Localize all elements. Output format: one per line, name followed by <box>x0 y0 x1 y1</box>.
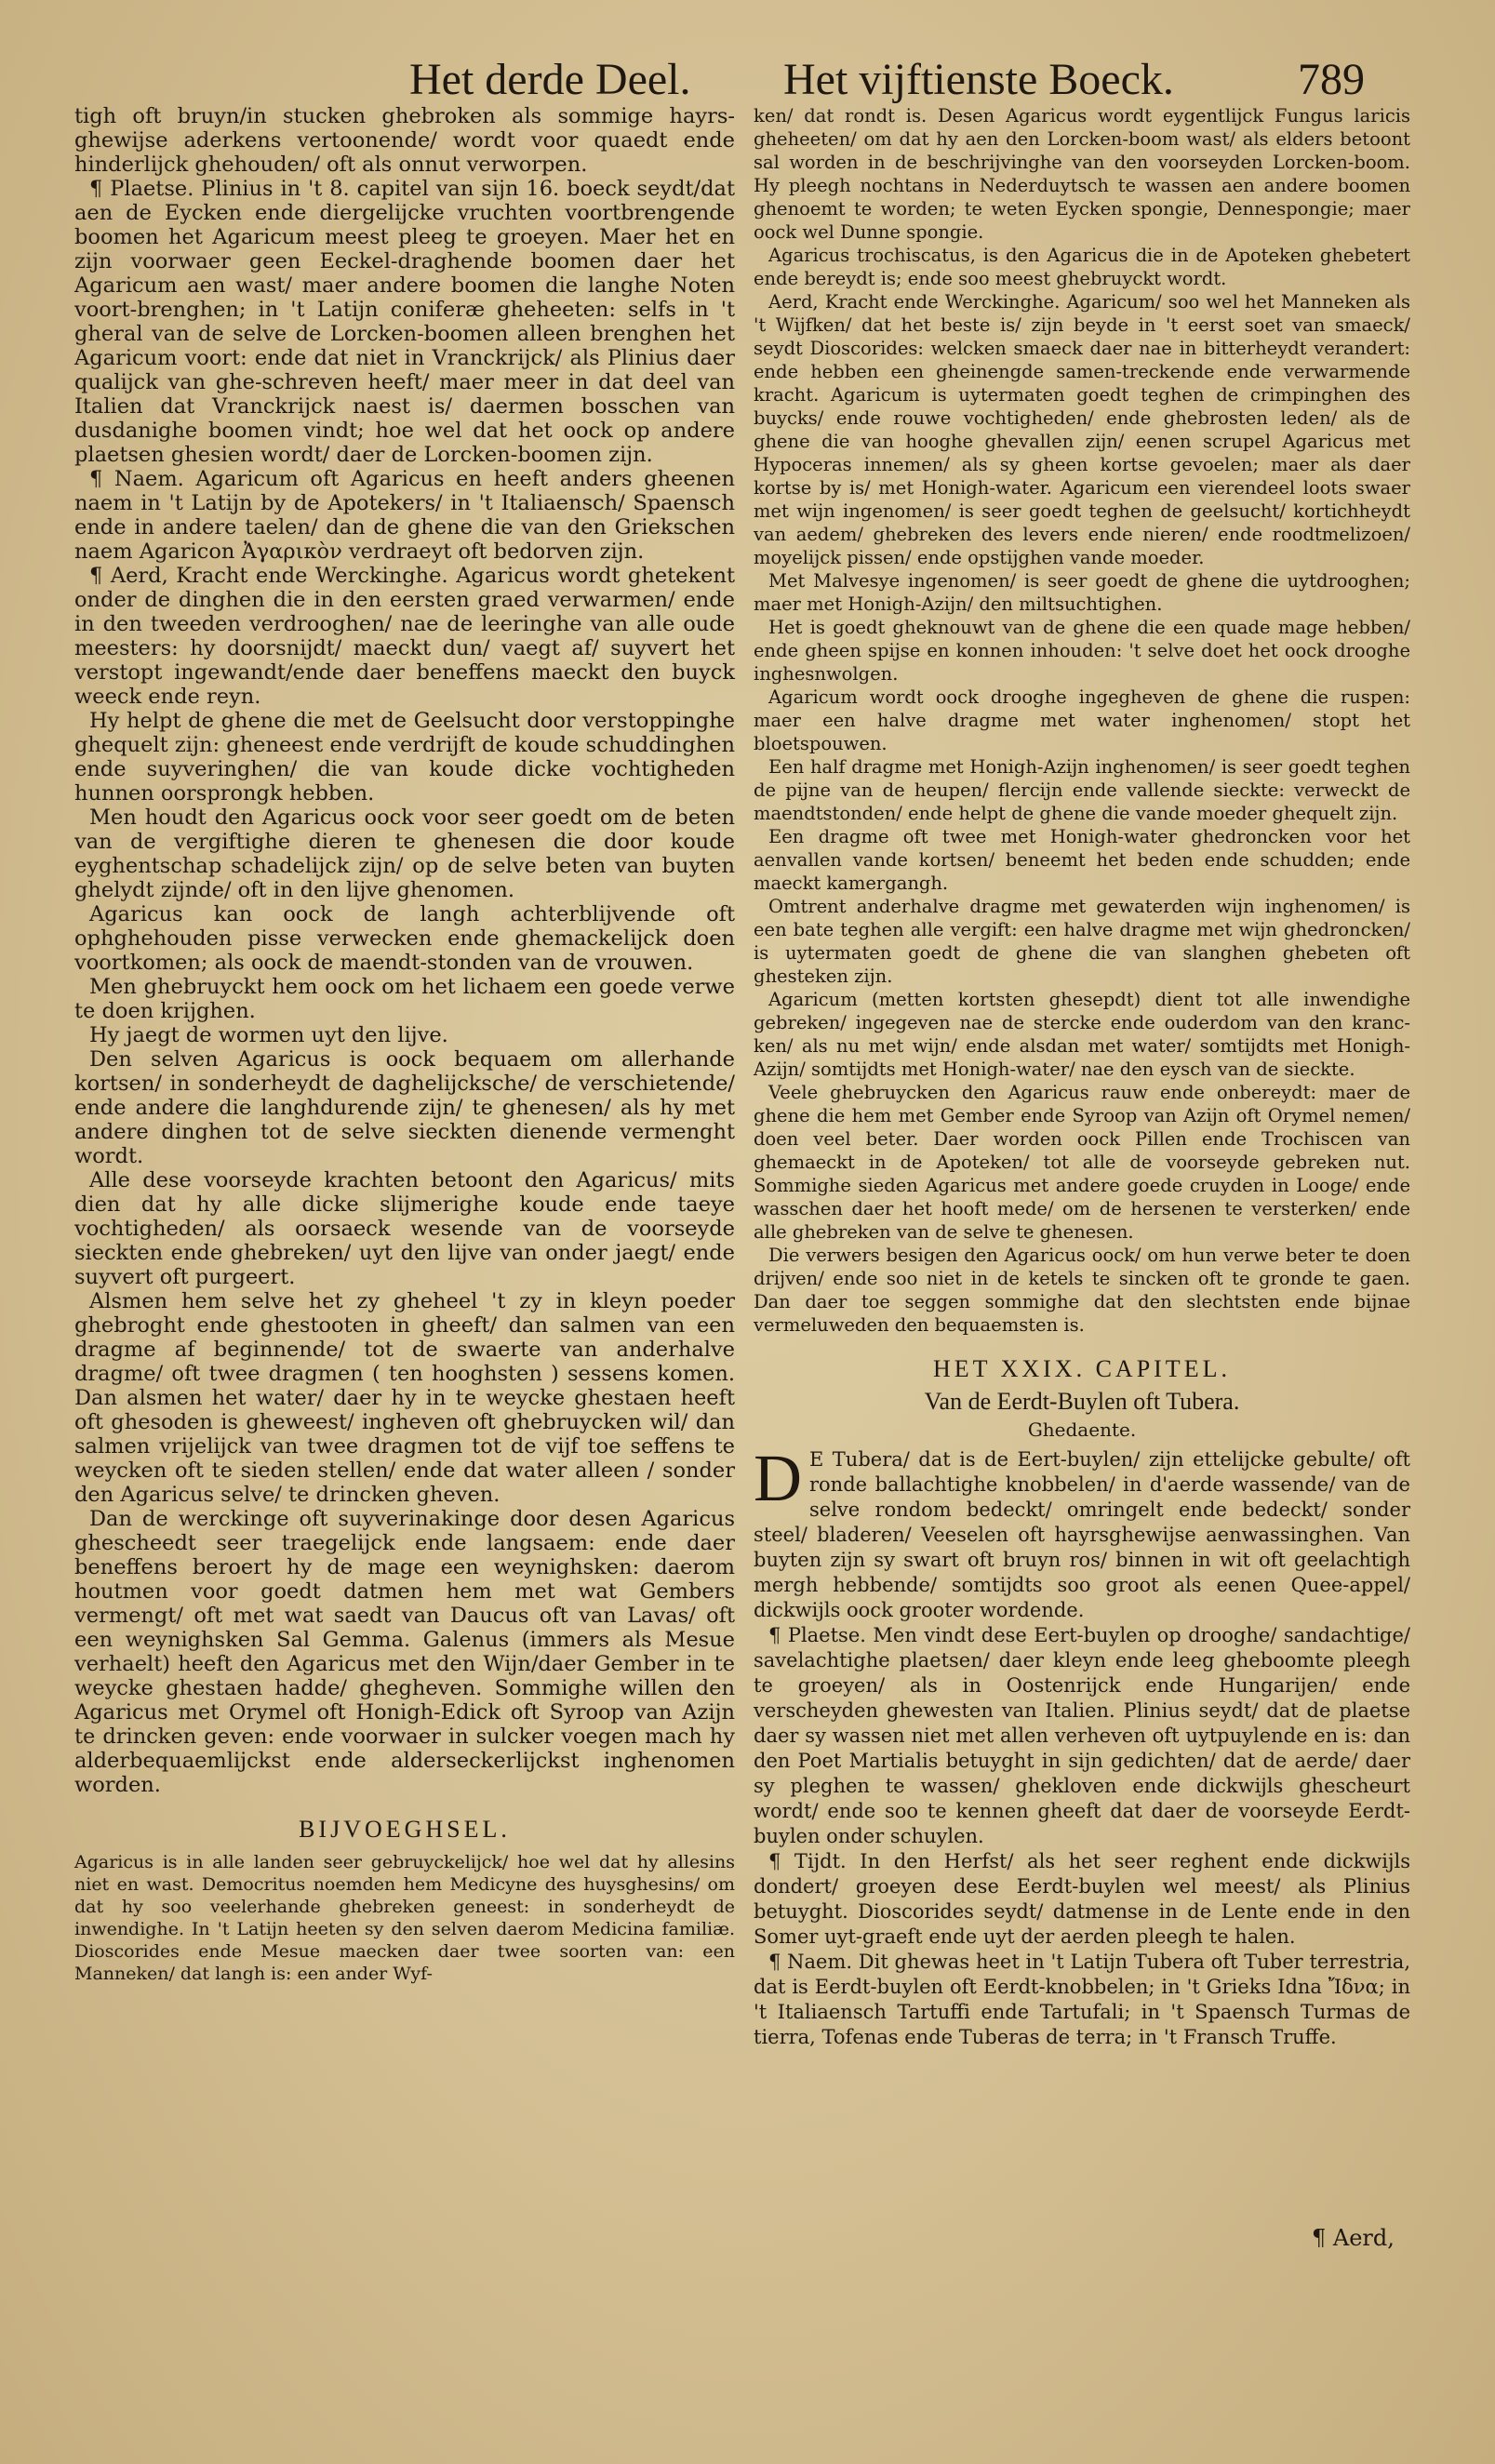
paragraph: Men houdt den Agaricus oock voor seer goedt om de beten van de vergiftighe dieren te ghenesen die door koude eyghentschap schadelijck zijn/ op de selve beten van buyten ghelydt zijnde/ oft in den lijve ghenomen. <box>74 806 735 902</box>
paragraph: Agaricus is in alle landen seer gebruyckelijck/ hoe wel dat hy allesins niet en wast. Democritus noemden hem Medicyne des huysghesins/ om dat hy soo veelerhande ghebreken geneest: in sonderheydt de inwendighe. In 't Latijn heeten sy den selven daerom Medicina familiæ. Dioscorides ende Mesue maecken daer twee soorten van: een Manneken/ dat langh is: een ander Wyf- <box>74 1852 735 1984</box>
paragraph: ¶ Aerd, Kracht ende Werckinghe. Agaricus wordt ghetekent onder de dinghen die in den eersten graed verwarmen/ ende in den tweeden verdrooghen/ nae de leeringhe van alle oude meesters: hy doorsnijdt/ maeckt dun/ vaegt af/ suyvert het verstopt ingewandt/ende daer beneffens maeckt den buyck weeck ende reyn. <box>74 564 735 709</box>
catchword: ¶ Aerd, <box>1312 2225 1395 2251</box>
right-column <box>754 104 1410 2050</box>
book-title: Het vijftienste Boeck. <box>783 55 1174 104</box>
paragraph <box>754 1441 1410 1623</box>
paragraph: ¶ Plaetse. Plinius in 't 8. capitel van sijn 16. boeck seydt/dat aen de Eycken ende diergelijcke vruchten voortbrengende boomen het Agaricum meest pleeg te groeyen. Maer het en zijn voorwaer geen Eeckel-draghende boomen daer het Agaricum aen wast/ maer andere boomen die langhe Noten voort-brenghen; in 't Latijn coniferæ gheheeten: selfs in 't gheral van de selve de Lorcken-boomen alleen brenghen het Agaricum voort: ende dat niet in Vranckrijck/ als Plinius daer qualijck van ghe-schreven heeft/ maer meer in dat deel van Italien dat Vranckrijck naest is/ daermen bosschen van dusdanighe boomen vindt; hoe wel dat het oock op andere plaetsen ghesien wordt/ daer de Lorcken-boomen zijn. <box>74 177 735 467</box>
paragraph: Een dragme oft twee met Honigh-water ghedroncken voor het aenvallen vande kortsen/ beneemt het beden ende schudden; ende maeckt kamergangh. <box>754 826 1410 894</box>
section-heading: BIJVOEGHSEL. <box>299 1816 511 1843</box>
paragraph: Hy jaegt de wormen uyt den lijve. <box>89 1023 448 1047</box>
paragraph: Den selven Agaricus is oock bequaem om allerhande kortsen/ in sonderheydt de daghelijcksche/ de verschietende/ ende andere die langhdurende zijn/ te ghenesen/ als hy met andere dinghen tot de selve sieckten dienende vermenght wordt. <box>74 1047 735 1168</box>
paragraph: Aerd, Kracht ende Werckinghe. Agaricum/ soo wel het Manneken als 't Wijfken/ dat het beste is/ zijn beyde in 't eerst soet van smaeck/ seydt Dioscorides: welcken smaeck daer nae in bitterheydt verandert: ende hebben een gheinengde samen-treckende ende verwarmende kracht. Agaricum is uytermaten goedt teghen de crimpinghen des buycks/ ende rouwe vochtigheden/ ende ghebrosten leden/ als de ghene die van hooghe ghevallen zijn/ eenen scrupel Agaricus met Hypoceras innemen/ als sy gheen kortse gevoelen; maer als daer kortse by is/ met Honigh-water. Agaricum een vierendeel loots swaer met wijn ingenomen/ is seer goedt teghen de geelsucht/ kortichheydt van aedem/ ghebreken des levers ende nieren/ ende roodtmelizoen/ moyelijck pissen/ ende opstijghen vande moeder. <box>754 291 1410 568</box>
chapter-heading: HET XXIX. CAPITEL. <box>933 1355 1231 1382</box>
part-title: Het derde Deel. <box>409 55 691 104</box>
paragraph-text: E Tubera/ dat is de Eert-buylen/ zijn ettelijcke gebulte/ oft ronde ballachtighe knobbelen/ in d'aerde wassende/ van de selve rondom bedeckt/ omringelt ende bedeckt/ sonder steel/ bladeren/ Veeselen oft hayrsghewijse aenwassinghen. Van buyten zijn sy swart oft bruyn ros/ binnen in wit oft geelachtigh mergh hebbende/ somtijdts soo groot als eenen Quee-appel/ dickwijls oock grooter wordende. <box>754 1448 1410 1621</box>
paragraph: Dan de werckinge oft suyverinakinge door desen Agaricus ghescheedt seer traegelijck ende langsaem: ende daer beneffens beroert hy de mage een weynighsken: daerom houtmen voor goedt datmen hem met wat Gembers vermengt/ oft met wat saedt van Daucus oft van Lavas/ oft een weynighsken Sal Gemma. Galenus (immers als Mesue verhaelt) heeft den Agaricus met den Wijn/daer Gember in te weycke ghestaen hadde/ ghegheven. Sommighe willen den Agaricus met Orymel oft Honigh-Edick oft Syroop van Azijn te drincken geven: ende voorwaer in sulcker voegen mach hy alderbequaemlijckst ende alderseckerlijckst inghenomen worden. <box>74 1507 735 1797</box>
section-subheading: Ghedaente. <box>1027 1418 1137 1441</box>
paragraph: Met Malvesye ingenomen/ is seer goedt de ghene die uytdrooghen; maer met Honigh-Azijn/ den miltsuchtighen. <box>754 570 1410 615</box>
paragraph: Omtrent anderhalve dragme met gewaterden wijn inghenomen/ is een bate teghen alle vergift: een halve dragme met wijn ghedroncken/ is uytermaten goedt de ghene die van slanghen ghebeten oft ghesteken zijn. <box>754 896 1410 987</box>
paragraph: Agaricus kan oock de langh achterblijvende oft ophghehouden pisse verwecken ende ghemackelijck doen voortkomen; als oock de maendt-stonden van de vrouwen. <box>74 902 735 975</box>
paragraph: Veele ghebruycken den Agaricus rauw ende onbereydt: maer de ghene die hem met Gember ende Syroop van Azijn oft Orymel nemen/ doen veel beter. Daer worden oock Pillen ende Trochiscen van ghemaeckt in de Apoteken/ tot alle de voorseyde gebreken nut. Sommighe sieden Agaricus met andere goede cruyden in Looge/ ende wasschen daer het hooft mede/ om de hersenen te versterken/ ende alle ghebreken van de selve te ghenesen. <box>754 1082 1410 1243</box>
paragraph: tigh oft bruyn/in stucken ghebroken als sommige hayrs-ghewijse aderkens vertoonende/ wordt voor quaedt ende hinderlijck ghehouden/ oft als onnut verworpen. <box>74 104 735 177</box>
paragraph: Een half dragme met Honigh-Azijn inghenomen/ is seer goedt teghen de pijne van de heupen/ flercijn ende vallende sieckte: verweckt de maendtstonden/ ende helpt de ghene die vande moeder ghequelt zijn. <box>754 756 1410 824</box>
paragraph: Agaricus trochiscatus, is den Agaricus die in de Apoteken ghebetert ende bereydt is; ende soo meest ghebruyckt wordt. <box>754 245 1410 289</box>
paragraph: Agaricum (metten kortsten ghesepdt) dient tot alle inwendighe gebreken/ ingegeven nae de stercke ende ouderdom van den kranc-ken/ als nu met wijn/ ende alsdan met water/ somtijdts met Honigh-Azijn/ somtijdts met Honigh-water/ nae den eysch van de sieckte. <box>754 989 1410 1080</box>
paragraph: Die verwers besigen den Agaricus oock/ om hun verwe beter te doen drijven/ ende soo niet in de ketels te sincken oft te gronde te gaen. Dan daer toe seggen sommighe dat den slechtsten ende bijnae vermeluweden den bequaemsten is. <box>754 1245 1410 1336</box>
paragraph: Alle dese voorseyde krachten betoont den Agaricus/ mits dien dat hy alle dicke slijmerighe koude ende taeye vochtigheden/ als oorsaeck wesende van de voorseyde sieckten ende ghebreken/ uyt den lijve van onder jaegt/ ende suyvert oft purgeert. <box>74 1168 735 1289</box>
paragraph: Agaricum wordt oock drooghe ingegheven de ghene die ruspen: maer een halve dragme met water inghenomen/ stopt het bloetspouwen. <box>754 686 1410 754</box>
paragraph: ¶ Naem. Agaricum oft Agaricus en heeft anders gheenen naem in 't Latijn by de Apotekers/ in 't Italiaensch/ Spaensch ende in andere taelen/ dan de ghene die van den Griekschen naem Agaricon Ἀγαρικὸν verdraeyt oft bedorven zijn. <box>74 467 735 564</box>
drop-cap: D <box>754 1441 802 1515</box>
paragraph: Men ghebruyckt hem oock om het lichaem een goede verwe te doen krijghen. <box>74 975 735 1023</box>
left-column <box>74 104 735 1985</box>
chapter-title: Van de Eerdt-Buylen oft Tubera. <box>924 1388 1240 1415</box>
paragraph: Het is goedt gheknouwt van de ghene die een quade mage hebben/ ende gheen spijse en konnen inhouden: 't selve doet het oock drooghe inghesnwolgen. <box>754 617 1410 685</box>
page-number: 789 <box>1298 55 1365 104</box>
running-head <box>0 37 1495 112</box>
paragraph: ¶ Plaetse. Men vindt dese Eert-buylen op drooghe/ sandachtige/ savelachtighe plaetsen/ daer kleyn ende leeg gheboomte pleegh te groeyen/ als in Oostenrijck ende Hungarijen/ ende verscheyden ghewesten van Italien. Plinius seydt/ dat de plaetse daer sy wassen niet met allen verheven oft uytpuylende en is: dan den Poet Martialis betuyght in sijn gedichten/ dat de aerde/ daer sy pleghen te wassen/ ghekloven ende dickwijls ghescheurt wordt/ ende soo te kennen gheeft dat daer de voorseyde Eerdt-buylen onder schuylen. <box>754 1624 1410 1847</box>
paragraph: Hy helpt de ghene die met de Geelsucht door verstoppinghe ghequelt zijn: gheneest ende verdrijft de koude schuddinghen ende suyveringhen/ die van koude dicke vochtigheden hunnen oorsprongk hebben. <box>74 709 735 806</box>
paragraph: Alsmen hem selve het zy gheheel 't zy in kleyn poeder ghebroght ende ghestooten in gheeft/ dan salmen van een dragme af beginnende/ tot de swaerte van anderhalve dragme/ oft twee dragmen ( ten hooghsten ) sessens komen. Dan alsmen het water/ daer hy in te weycke ghestaen heeft oft ghesoden is gheweest/ ingheven oft ghebruycken wil/ dan salmen vrijelijck van twee dragmen tot de vijf toe seffens te weycken oft te sieden stellen/ ende dat water alleen / sonder den Agaricus selve/ te drincken gheven. <box>74 1289 735 1507</box>
paragraph: ¶ Naem. Dit ghewas heet in 't Latijn Tubera oft Tuber terrestria, dat is Eerdt-buylen oft Eerdt-knobbelen; in 't Grieks Idna Ἴδνα; in 't Italiaensch Tartuffi ende Tartufali; in 't Spaensch Turmas de tierra, Tofenas ende Tuberas de terra; in 't Fransch Truffe. <box>754 1951 1410 2048</box>
paragraph: ¶ Tijdt. In den Herfst/ als het seer reghent ende dickwijls dondert/ groeyen dese Eerdt-buylen wel meest/ als Plinius betuyght. Dioscorides seydt/ datmense in de Lente ende in den Somer uyt-graeft ende uyt der aerden pleegh te halen. <box>754 1850 1410 1948</box>
paragraph: ken/ dat rondt is. Desen Agaricus wordt eygentlijck Fungus laricis gheheeten/ om dat hy aen den Lorcken-boom wast/ als elders betoont sal worden in de beschrijvinghe van den voorseyden Lorcken-boom. Hy pleegh nochtans in Nederduytsch te wassen aen andere boomen ghenoemt te worden; te weten Eycken spongie, Dennespongie; maer oock wel Dunne spongie. <box>754 105 1410 243</box>
